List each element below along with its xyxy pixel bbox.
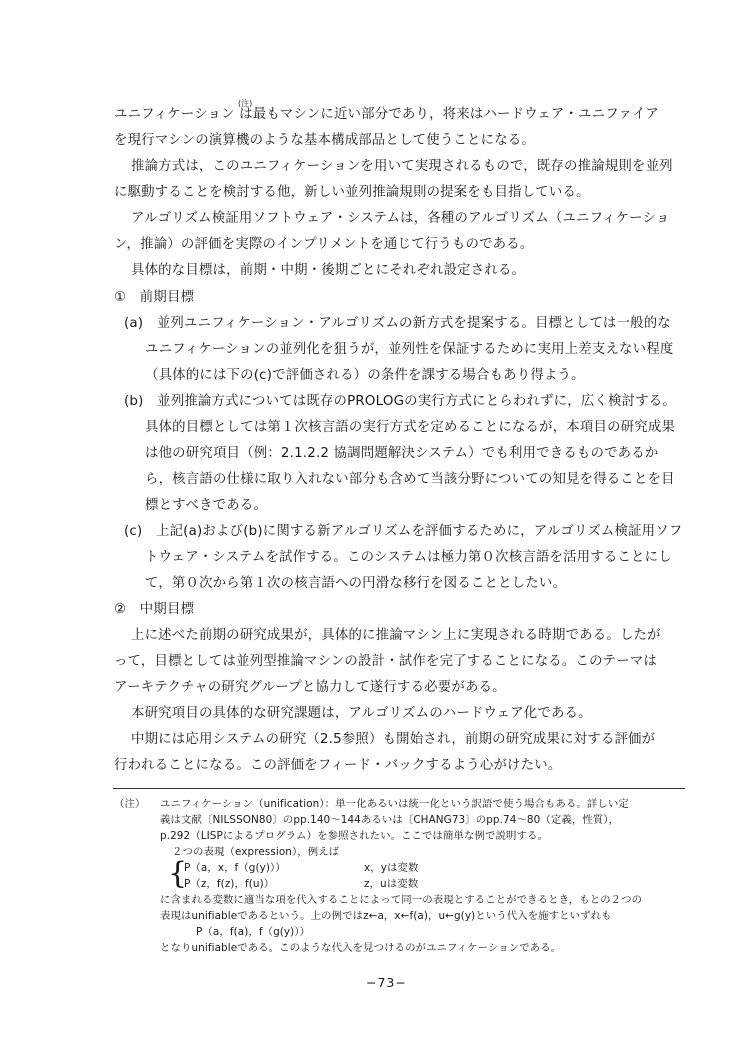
body-line: ユニフィケーション は最もマシンに近い部分であり，将来はハードウェア・ユニファイア <box>114 107 659 122</box>
footnote-rule <box>113 788 685 789</box>
body-line: 中期には応用システムの研究（2.5参照）も開始され，前期の研究成果に対する評価が <box>131 732 656 747</box>
note-marker: (注) <box>238 99 253 108</box>
body-line: 具体的目標としては第１次核言語の実行方式を定めることになるが，本項目の研究成果 <box>145 420 676 435</box>
expression-1: P（a，x，f（g(y)）） <box>184 862 286 874</box>
body-line: に駆動することを検討する他，新しい並列推論規則の提案をも目指している。 <box>114 185 590 200</box>
body-line: 具体的な目標は，前期・中期・後期ごとにそれぞれ設定される。 <box>131 263 526 278</box>
body-line: は他の研究項目（例：2.1.2.2 協調問題解決システム）でも利用できるものであるか <box>145 446 659 461</box>
body-line: を現行マシンの演算機のような基本構成部品として使うことになる。 <box>114 133 535 148</box>
brace-symbol: { <box>168 856 188 891</box>
section-heading-early: ① 前期目標 <box>114 290 195 305</box>
body-line: ユニフィケーションの並列化を狙うが，並列性を保証するために実用上差支えない程度 <box>145 342 674 357</box>
body-line: (b) 並列推論方式については既存のPROLOGの実行方式にとらわれずに，広く検討する。 <box>124 394 676 409</box>
expression-1-note: x，yは変数 <box>364 862 419 874</box>
body-line: 上に述べた前期の研究成果が，具体的に推論マシン上に実現される時期である。したが <box>131 628 661 643</box>
footnote-expression: P（a，f(a)，f（g(y)）） <box>196 926 311 938</box>
body-line: (c) 上記(a)および(b)に関する新アルゴリズムを評価するために，アルゴリズム検証用ソフ <box>124 524 683 539</box>
footnote-line: p.292（LISPによるプログラム）を参照されたい。ここでは簡単な例で説明する。 <box>160 830 548 842</box>
expression-2-note: z，uは変数 <box>364 878 419 890</box>
body-line: て，第０次から第１次の核言語への円滑な移行を図ることとしたい。 <box>145 576 567 591</box>
footnote-line: 表現はunifiableであるという。上の例ではz←a，x←f(a)，u←g(y)という代入を施すといずれも <box>160 910 612 922</box>
body-line: (a) 並列ユニフィケーション・アルゴリズムの新方式を提案する。目標としては一般的な <box>124 316 671 331</box>
body-line: って，目標としては並列型推論マシンの設計・試作を完了することになる。このテーマは <box>114 654 658 669</box>
body-line: アーキテクチャの研究グループと協力して遂行する必要がある。 <box>114 680 506 695</box>
expression-2: P（z，f(z)，f(u)） <box>184 878 275 890</box>
footnote-label: （注） <box>114 798 146 810</box>
footnote-line: に含まれる変数に適当な項を代入することによって同一の表現とすることができるとき，もとの２つの <box>160 894 643 906</box>
body-line: 推論方式は，このユニフィケーションを用いて実現されるもので，既存の推論規則を並列 <box>131 159 673 174</box>
footnote-line: ２つの表現（expression），例えば <box>172 846 340 858</box>
section-heading-middle: ② 中期目標 <box>114 602 195 617</box>
body-line: トウェア・システムを試作する。このシステムは極力第０次核言語を活用することにし <box>145 550 672 565</box>
body-line: アルゴリズム検証用ソフトウェア・システムは，各種のアルゴリズム（ユニフィケーショ <box>131 211 670 226</box>
body-line: 本研究項目の具体的な研究課題は，アルゴリズムのハードウェア化である。 <box>131 706 592 721</box>
footnote-line: となりunifiableである。このような代入を見つけるのがユニフィケーションである。 <box>160 942 562 954</box>
footnote-line: 義は文献〔NILSSON80〕のpp.140〜144あるいは〔CHANG73〕のpp.74〜80（定義，性質）， <box>160 814 620 826</box>
body-line: ン，推論）の評価を実際のインプリメントを通じて行うものである。 <box>114 237 534 252</box>
body-line: 行われることになる。この評価をフィード・バックするよう心がけたい。 <box>114 758 562 773</box>
page-number: −73− <box>366 975 407 990</box>
body-line: 標とすべきである。 <box>145 498 268 513</box>
body-line: （具体的には下の(c)で評価される）の条件を課する場合もあり得よう。 <box>145 368 585 383</box>
body-line: ら，核言語の仕様に取り入れない部分も含めて当該分野についての知見を得ることを目 <box>145 472 675 487</box>
footnote-line: ユニフィケーション（unification）：単一化あるいは統一化という訳語で使う場合もある。詳しい定 <box>160 798 629 810</box>
